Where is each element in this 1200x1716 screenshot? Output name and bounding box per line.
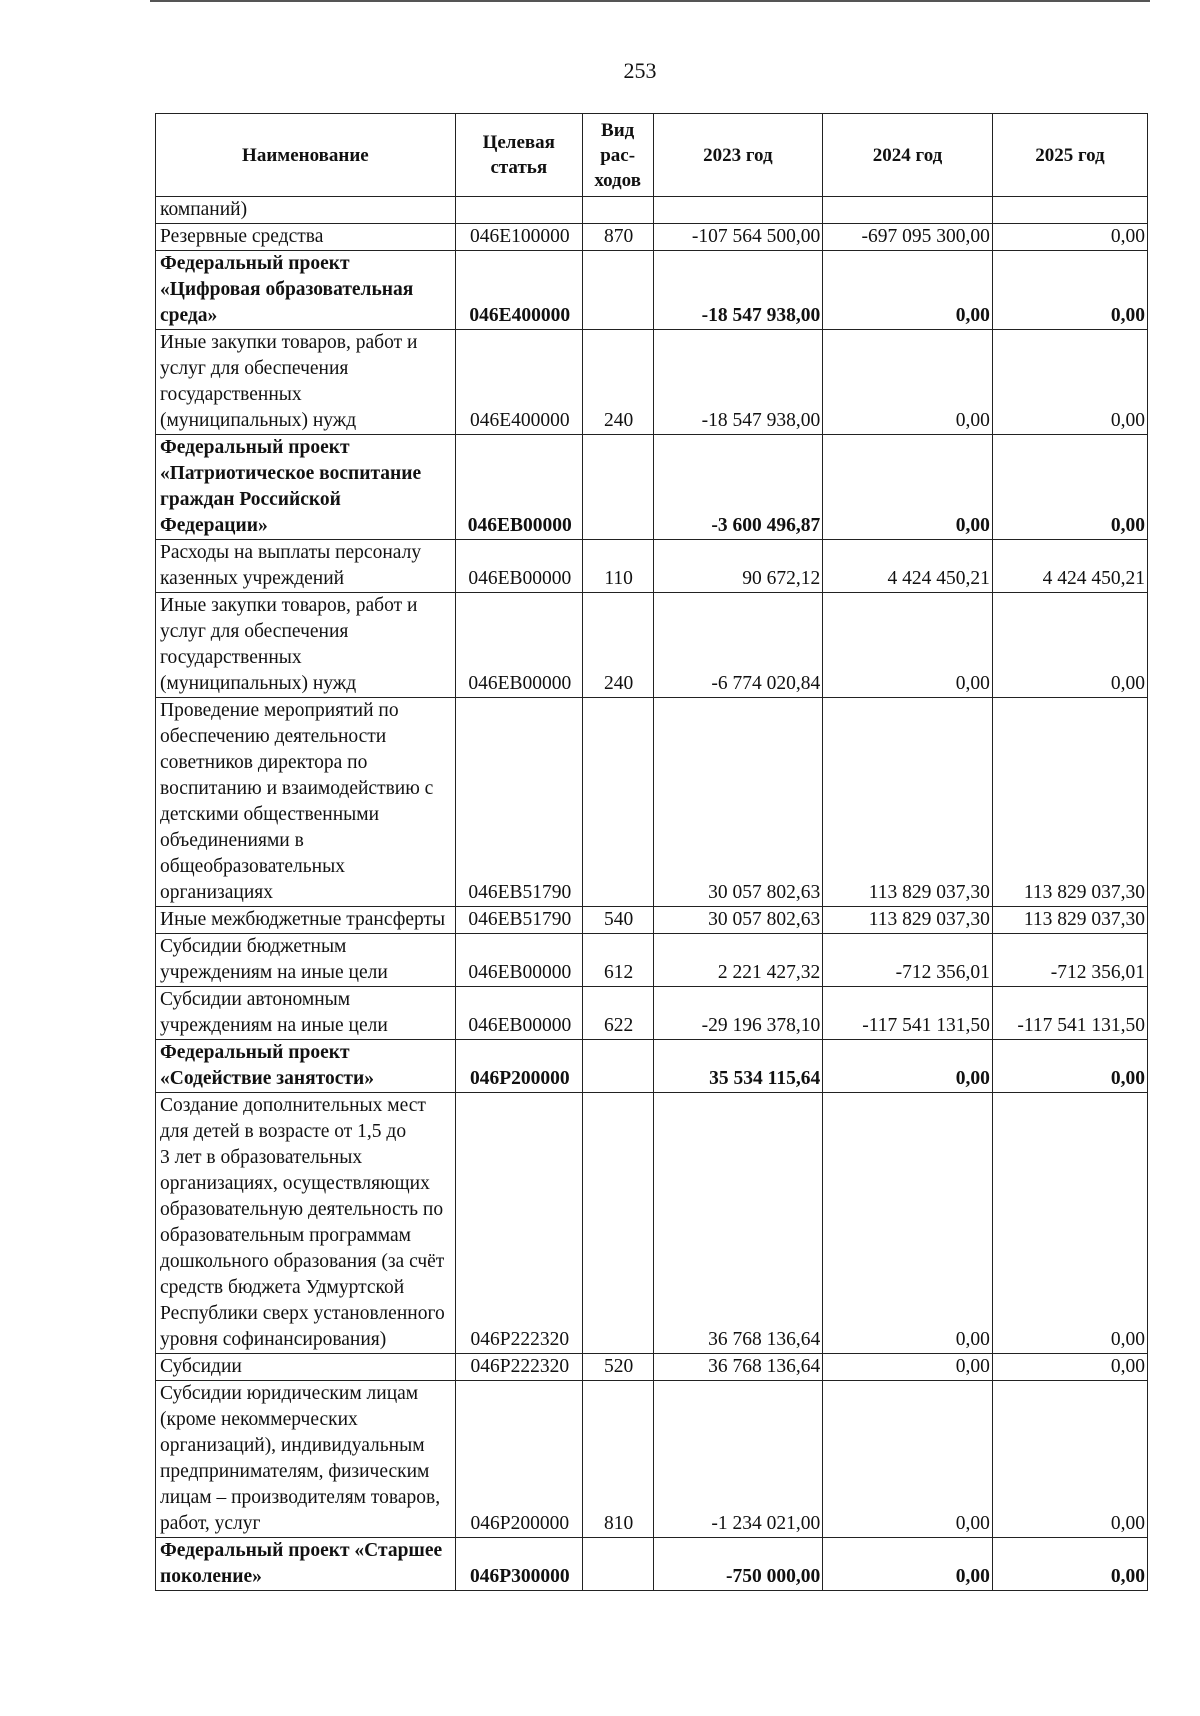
cell-2025 — [992, 1381, 1147, 1538]
cell-2024-text: 113 829 037,30 — [868, 909, 990, 930]
cell-2024 — [823, 224, 993, 251]
cell-2024 — [823, 1354, 993, 1381]
cell-name — [156, 224, 456, 251]
cell-name — [156, 1354, 456, 1381]
cell-name — [156, 934, 456, 987]
cell-code-text: 046E100000 — [469, 226, 570, 247]
cell-2025 — [992, 330, 1147, 435]
cell-vid-text: 612 — [604, 962, 634, 983]
cell-2025-text: 0,00 — [1110, 1513, 1145, 1534]
cell-2025 — [992, 934, 1147, 987]
table-body — [156, 197, 1148, 1591]
cell-name — [156, 435, 456, 540]
cell-2024 — [823, 934, 993, 987]
cell-vid — [582, 1538, 653, 1591]
cell-name-text: Федеральный проект «Содействие занятости» — [160, 1042, 374, 1089]
cell-2024 — [823, 1040, 993, 1093]
cell-name-text: Федеральный проект «Цифровая образовательная среда» — [160, 253, 414, 326]
cell-code-text: 046P222320 — [470, 1356, 570, 1377]
cell-vid — [582, 197, 653, 224]
cell-2025-text: 0,00 — [1110, 410, 1145, 431]
cell-2025-text: 0,00 — [1110, 673, 1145, 694]
cell-code — [455, 698, 582, 907]
cell-2025 — [992, 1538, 1147, 1591]
cell-2023-text: 35 534 115,64 — [709, 1068, 821, 1089]
cell-code — [455, 987, 582, 1040]
cell-vid — [582, 330, 653, 435]
cell-2024 — [823, 987, 993, 1040]
cell-vid — [582, 224, 653, 251]
cell-2024-text: 0,00 — [955, 1513, 990, 1534]
cell-code — [455, 593, 582, 698]
cell-2023-text: 36 768 136,64 — [708, 1329, 821, 1350]
cell-2023 — [653, 907, 823, 934]
cell-2023 — [653, 1093, 823, 1354]
cell-vid — [582, 1093, 653, 1354]
header-code: Целевая статья — [455, 114, 582, 197]
cell-vid — [582, 907, 653, 934]
cell-name — [156, 1093, 456, 1354]
cell-vid — [582, 540, 653, 593]
cell-2023-text: -18 547 938,00 — [701, 305, 821, 326]
cell-name — [156, 251, 456, 330]
cell-2025-text: 113 829 037,30 — [1023, 909, 1145, 930]
cell-2024-text: 0,00 — [955, 1356, 990, 1377]
cell-code — [455, 1093, 582, 1354]
cell-name — [156, 540, 456, 593]
cell-2023 — [653, 1354, 823, 1381]
cell-vid-text: 810 — [604, 1513, 634, 1534]
cell-name — [156, 1538, 456, 1591]
cell-code-text: 046EB00000 — [468, 673, 572, 694]
cell-code — [455, 1354, 582, 1381]
cell-2023-text: -6 774 020,84 — [711, 673, 821, 694]
cell-name-text: Создание дополнительных мест для детей в возрасте от 1,5 до 3 лет в образовательных организациях, осуществляющих образовательную деятельность по образовательным программам дошкольного образования (за счёт средств бюджета Удмуртской Республики сверх установленного уровня софинансирования) — [160, 1095, 445, 1350]
cell-2023 — [653, 224, 823, 251]
cell-2025-text: 0,00 — [1110, 1068, 1145, 1089]
table-row — [156, 224, 1148, 251]
cell-2023-text: -18 547 938,00 — [701, 410, 821, 431]
cell-2023 — [653, 593, 823, 698]
cell-2024 — [823, 330, 993, 435]
cell-2025 — [992, 435, 1147, 540]
cell-2023-text: 30 057 802,63 — [708, 909, 821, 930]
cell-2023 — [653, 251, 823, 330]
cell-2025-text: 0,00 — [1110, 1329, 1145, 1350]
scan-top-edge — [150, 0, 1150, 2]
cell-2023 — [653, 197, 823, 224]
cell-vid-text: 520 — [604, 1356, 634, 1377]
table-row — [156, 593, 1148, 698]
cell-2024 — [823, 540, 993, 593]
cell-code-text: 046EB00000 — [468, 568, 572, 589]
cell-2024 — [823, 1381, 993, 1538]
budget-table — [155, 113, 1148, 1591]
cell-vid-text: 622 — [604, 1015, 634, 1036]
cell-2023-text: -107 564 500,00 — [691, 226, 821, 247]
table-row — [156, 907, 1148, 934]
cell-2025 — [992, 224, 1147, 251]
cell-vid-text: 870 — [604, 226, 634, 247]
cell-2024-text: 0,00 — [955, 1329, 990, 1350]
cell-2023-text: 30 057 802,63 — [708, 882, 821, 903]
cell-2025-text: 0,00 — [1110, 1356, 1145, 1377]
cell-code-text: 046EB51790 — [468, 882, 572, 903]
cell-name — [156, 197, 456, 224]
cell-code-text: 046E400000 — [469, 305, 571, 326]
cell-name-text: компаний) — [160, 199, 248, 220]
cell-2023-text: -29 196 378,10 — [701, 1015, 821, 1036]
cell-2025 — [992, 907, 1147, 934]
header-name: Наименование — [156, 114, 456, 197]
cell-2025 — [992, 987, 1147, 1040]
cell-vid — [582, 1354, 653, 1381]
table-row — [156, 197, 1148, 224]
cell-2023-text: -1 234 021,00 — [711, 1513, 821, 1534]
cell-2023 — [653, 435, 823, 540]
cell-vid — [582, 934, 653, 987]
table-row — [156, 1354, 1148, 1381]
table-row — [156, 698, 1148, 907]
cell-code — [455, 907, 582, 934]
cell-name-text: Федеральный проект «Патриотическое воспитание граждан Российской Федерации» — [160, 437, 422, 536]
cell-name — [156, 907, 456, 934]
cell-2024-text: 4 424 450,21 — [887, 568, 990, 589]
cell-code — [455, 934, 582, 987]
cell-2025 — [992, 1040, 1147, 1093]
cell-2023 — [653, 540, 823, 593]
cell-2024-text: -697 095 300,00 — [861, 226, 990, 247]
cell-2023 — [653, 698, 823, 907]
cell-2024 — [823, 907, 993, 934]
table-row — [156, 934, 1148, 987]
table-row — [156, 1381, 1148, 1538]
cell-2024-text: 0,00 — [955, 515, 990, 536]
cell-2023-text: -750 000,00 — [725, 1566, 821, 1587]
table-row — [156, 1538, 1148, 1591]
table-row — [156, 987, 1148, 1040]
cell-name — [156, 330, 456, 435]
cell-name-text: Субсидии — [160, 1356, 242, 1377]
cell-code-text: 046EB00000 — [468, 962, 572, 983]
cell-vid — [582, 698, 653, 907]
cell-code — [455, 435, 582, 540]
cell-code — [455, 330, 582, 435]
cell-vid — [582, 593, 653, 698]
table-row — [156, 330, 1148, 435]
cell-2023 — [653, 1538, 823, 1591]
table-row — [156, 251, 1148, 330]
cell-vid — [582, 1040, 653, 1093]
cell-2025-text: -117 541 131,50 — [1017, 1015, 1145, 1036]
header-2023: 2023 год — [653, 114, 823, 197]
cell-2025-text: 0,00 — [1110, 1566, 1145, 1587]
cell-name-text: Резервные средства — [160, 226, 324, 247]
cell-2023 — [653, 1040, 823, 1093]
cell-2023 — [653, 330, 823, 435]
cell-code — [455, 1538, 582, 1591]
cell-2025 — [992, 251, 1147, 330]
table-header-row — [156, 114, 1148, 197]
table-row — [156, 540, 1148, 593]
cell-2024-text: -712 356,01 — [895, 962, 990, 983]
cell-2023 — [653, 934, 823, 987]
cell-name-text: Субсидии автономным учреждениям на иные цели — [160, 989, 388, 1036]
table-row — [156, 1040, 1148, 1093]
cell-2024 — [823, 593, 993, 698]
header-2025: 2025 год — [992, 114, 1147, 197]
cell-code — [455, 1381, 582, 1538]
cell-vid — [582, 987, 653, 1040]
cell-name-text: Иные закупки товаров, работ и услуг для обеспечения государственных (муниципальных) нужд — [160, 332, 418, 431]
cell-name — [156, 1381, 456, 1538]
cell-2024-text: 0,00 — [955, 1068, 990, 1089]
table-row — [156, 435, 1148, 540]
cell-vid — [582, 435, 653, 540]
cell-2025-text: -712 356,01 — [1050, 962, 1145, 983]
cell-vid-text: 540 — [604, 909, 634, 930]
cell-2024 — [823, 1093, 993, 1354]
cell-vid-text: 110 — [604, 568, 633, 589]
cell-2025-text: 4 424 450,21 — [1042, 568, 1145, 589]
cell-2024-text: 0,00 — [955, 410, 990, 431]
cell-name-text: Субсидии бюджетным учреждениям на иные цели — [160, 936, 388, 983]
cell-2025 — [992, 698, 1147, 907]
cell-code — [455, 540, 582, 593]
cell-2025-text: 0,00 — [1110, 226, 1145, 247]
cell-code-text: 046P200000 — [469, 1068, 570, 1089]
cell-name-text: Субсидии юридическим лицам (кроме некоммерческих организаций), индивидуальным предпринимателям, физическим лицам – производителям товаров, работ, услуг — [160, 1383, 441, 1534]
cell-2025 — [992, 1093, 1147, 1354]
header-vid: Вид рас- ходов — [582, 114, 653, 197]
cell-name-text: Федеральный проект «Старшее поколение» — [160, 1540, 443, 1587]
cell-name — [156, 1040, 456, 1093]
cell-code-text: 046EB00000 — [468, 1015, 572, 1036]
cell-vid-text: 240 — [604, 410, 634, 431]
cell-2024 — [823, 435, 993, 540]
cell-2023 — [653, 1381, 823, 1538]
cell-vid-text: 240 — [604, 673, 634, 694]
cell-2025-text: 0,00 — [1110, 305, 1145, 326]
cell-name-text: Иные межбюджетные трансферты — [160, 909, 446, 930]
cell-2025-text: 113 829 037,30 — [1023, 882, 1145, 903]
cell-code-text: 046EB51790 — [468, 909, 572, 930]
cell-2023-text: 2 221 427,32 — [717, 962, 821, 983]
cell-2025 — [992, 593, 1147, 698]
table-row — [156, 1093, 1148, 1354]
cell-code-text: 046P222320 — [470, 1329, 570, 1350]
cell-vid — [582, 251, 653, 330]
cell-code — [455, 224, 582, 251]
cell-name — [156, 593, 456, 698]
header-2024: 2024 год — [823, 114, 993, 197]
cell-name — [156, 698, 456, 907]
cell-2025 — [992, 1354, 1147, 1381]
cell-name — [156, 987, 456, 1040]
cell-2023 — [653, 987, 823, 1040]
cell-2024-text: 0,00 — [955, 673, 990, 694]
cell-2023-text: 36 768 136,64 — [708, 1356, 821, 1377]
cell-vid — [582, 1381, 653, 1538]
cell-code-text: 046P200000 — [470, 1513, 570, 1534]
cell-code-text: 046P300000 — [469, 1566, 570, 1587]
cell-2024 — [823, 251, 993, 330]
cell-2024 — [823, 197, 993, 224]
cell-2024-text: 0,00 — [955, 1566, 990, 1587]
cell-2024 — [823, 698, 993, 907]
cell-code — [455, 197, 582, 224]
cell-2024-text: 0,00 — [955, 305, 990, 326]
cell-2023-text: 90 672,12 — [742, 568, 821, 589]
cell-name-text: Проведение мероприятий по обеспечению деятельности советников директора по воспитанию и взаимодействию с детскими общественными объединениями в общеобразовательных организациях — [160, 700, 434, 903]
cell-2025-text: 0,00 — [1110, 515, 1145, 536]
cell-name-text: Расходы на выплаты персоналу казенных учреждений — [160, 542, 422, 589]
page-number: 253 — [623, 58, 657, 83]
cell-2024-text: 113 829 037,30 — [868, 882, 990, 903]
cell-2024 — [823, 1538, 993, 1591]
cell-2025 — [992, 540, 1147, 593]
cell-2025 — [992, 197, 1147, 224]
cell-code-text: 046EB00000 — [467, 515, 572, 536]
cell-code — [455, 251, 582, 330]
cell-2024-text: -117 541 131,50 — [862, 1015, 990, 1036]
cell-name-text: Иные закупки товаров, работ и услуг для обеспечения государственных (муниципальных) нужд — [160, 595, 418, 694]
cell-code-text: 046E400000 — [469, 410, 570, 431]
cell-code — [455, 1040, 582, 1093]
cell-2023-text: -3 600 496,87 — [711, 515, 821, 536]
